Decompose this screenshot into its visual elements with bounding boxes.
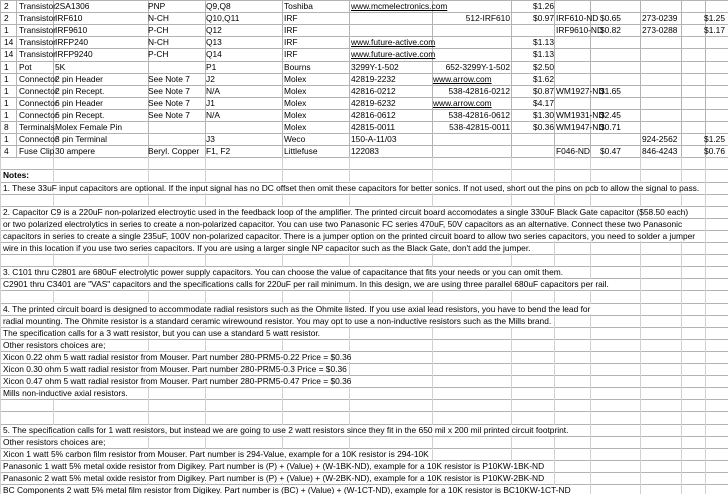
cell-qty: 4 <box>4 146 9 157</box>
cell-ref: Q14 <box>206 49 222 60</box>
note-line: or two polarized electrolytics in series to create a non-polarized capacitor. You can use two Panasonic FC series 470uF, 50V capacitors as an alternative. Connect these two Panasonic <box>3 218 683 229</box>
cell-ref: Q13 <box>206 37 222 48</box>
cell-type: Connector <box>19 85 58 96</box>
cell-type: Connector <box>19 109 58 120</box>
cell-ref: J2 <box>206 73 215 84</box>
note-line: Panasonic 1 watt 5% metal oxide resistor from Digikey. Part number is (P) + (Value) + (W-1BK-ND), example for a 10K resistor is P10KW-1BK-ND <box>3 460 545 471</box>
table-row <box>0 13 728 25</box>
cell-type: Connector <box>19 73 58 84</box>
cell-price-1: $0.97 <box>533 13 554 24</box>
grid-row-line <box>0 339 728 340</box>
cell-price-3: $1.25 <box>704 13 725 24</box>
table-row <box>0 25 728 37</box>
cell-part: 30 ampere <box>55 146 96 157</box>
note-line: radial mounting. The Ohmite resistor is a standard ceramic wirewound resistor. You may opt to use a non-inductive resistors such as the Mills brand. <box>3 315 552 326</box>
note-line: 1. These 33uF input capacitors are optional. If the input signal has no DC offset then omit these capacitors for better sonics. If not used, short out the pins on pcb to allow the signal to pass. <box>3 182 700 193</box>
table-row <box>0 74 728 86</box>
cell-qty: 2 <box>4 13 9 24</box>
grid-col-line <box>0 157 1 494</box>
cell-spec: See Note 7 <box>148 73 190 84</box>
cell-vendor: www.future-active.com <box>351 37 436 48</box>
cell-part-number-2: 846-4243 <box>642 146 678 157</box>
cell-qty: 14 <box>4 37 14 48</box>
table-row <box>0 134 728 146</box>
cell-part: 2 pin Header <box>55 73 103 84</box>
cell-part: 2SA1306 <box>55 1 90 11</box>
note-line: BC Components 2 watt 5% metal film resistor from Digikey. Part number is (BC) + (Value) + (W-1CT-ND), example for a 10K resistor is BC10KW-1CT-ND <box>3 485 571 494</box>
cell-type: Connector <box>19 97 58 108</box>
table-row <box>0 146 728 158</box>
cell-price-3: $0.76 <box>704 146 725 157</box>
cell-digikey-pn: WM1927-ND <box>556 85 605 96</box>
cell-type: Transistor <box>19 13 56 24</box>
cell-ref: Q12 <box>206 25 222 36</box>
note-line: The specification calls for a 3 watt resistor, but you can use a standard 5 watt resistor. <box>3 327 321 338</box>
note-line: 4. The printed circuit board is designed to accommodate radial resistors such as the Ohmite listed. If you use axial lead resistors, you have to bend the lead for <box>3 303 591 314</box>
cell-part-number-2: 273-0288 <box>642 25 678 36</box>
grid-row-line <box>0 254 728 255</box>
cell-price-1: $1.13 <box>533 37 554 48</box>
cell-digikey-pn: WM1931-ND <box>556 109 605 120</box>
cell-vendor: www.future-active.com <box>351 49 436 60</box>
cell-price-2: $0.47 <box>600 146 621 157</box>
cell-spec: Beryl. Copper <box>148 146 200 157</box>
cell-part-number-2: 273-0239 <box>642 13 678 24</box>
cell-price-1: $0.87 <box>533 85 554 96</box>
grid-row-line <box>0 169 728 170</box>
cell-price-3: $1.17 <box>704 25 725 36</box>
note-line: Xicon 0.47 ohm 5 watt radial resistor from Mouser. Part number 280-PRM5-0.47 Price = $0.36 <box>3 376 352 387</box>
cell-price-1: $2.50 <box>533 61 554 72</box>
note-line: Xicon 0.22 ohm 5 watt radial resistor from Mouser. Part number 280-PRM5-0.22 Price = $0.36 <box>3 351 352 362</box>
cell-price-1: $1.13 <box>533 49 554 60</box>
note-line: Panasonic 2 watt 5% metal oxide resistor from Digikey. Part number is (P) + (Value) + (W-2BK-ND), example for a 10K resistor is P10KW-2BK-ND <box>3 472 545 483</box>
cell-qty: 1 <box>4 109 9 120</box>
table-row <box>0 86 728 98</box>
cell-spec: N-CH <box>148 13 169 24</box>
cell-type: Transistor <box>19 1 56 11</box>
cell-digikey-pn: IRF9610-ND <box>556 25 604 36</box>
cell-spec: N-CH <box>148 37 169 48</box>
cell-part: 2 pin Recept. <box>55 85 105 96</box>
notes-title: Notes: <box>3 170 30 181</box>
cell-part-number: 538-42816-0612 <box>448 109 510 120</box>
cell-manufacturer: Toshiba <box>284 1 313 11</box>
cell-part-number: 538-42816-0212 <box>448 85 510 96</box>
cell-part: IRF610 <box>55 13 83 24</box>
cell-part-number: 652-3299Y-1-502 <box>445 61 510 72</box>
cell-part-number: 538-42815-0011 <box>449 122 510 132</box>
cell-manufacturer: IRF <box>284 13 298 24</box>
cell-manufacturer: Molex <box>284 109 307 120</box>
cell-manufacturer: Molex <box>284 73 307 84</box>
cell-manufacturer: Weco <box>284 134 306 145</box>
cell-part-number: www.arrow.com <box>433 97 492 108</box>
note-line: 5. The specification calls for 1 watt resistors, but instead we are going to use 2 watt resistors since they fit in the 650 mil x 200 mil printed circuit footprint. <box>3 424 569 435</box>
cell-ref: Q9,Q8 <box>206 1 231 11</box>
cell-ref: J3 <box>206 134 215 145</box>
cell-type: Connector <box>19 134 58 145</box>
cell-manufacturer: IRF <box>284 49 298 60</box>
cell-price-2: $0.82 <box>600 25 621 36</box>
cell-vendor: 3299Y-1-502 <box>351 61 399 72</box>
note-line: Xicon 0.30 ohm 5 watt radial resistor from Mouser. Part number 280-PRM5-0.3 Price = $0.36 <box>3 364 347 374</box>
note-line: 2. Capacitor C9 is a 220uF non-polarized electroytic used in the feedback loop of the amplifier. The printed circuit board accomodates a single 330uF Black Gate capacitor ($58.50 each) <box>3 206 689 217</box>
cell-manufacturer: Molex <box>284 97 307 108</box>
cell-vendor: 150-A-11/03 <box>351 134 397 145</box>
note-line: Xicon 1 watt 5% carbon film resistor from Mouser. Part number is 294-Value, example for a 10K resistor is 294-10K <box>3 448 429 459</box>
cell-qty: 14 <box>4 49 14 60</box>
table-row <box>0 37 728 49</box>
cell-manufacturer: IRF <box>284 37 298 48</box>
cell-price-3: $1.25 <box>704 134 725 145</box>
cell-qty: 1 <box>4 25 9 36</box>
grid-row-line <box>0 194 728 195</box>
cell-vendor: 42816-0212 <box>351 85 396 96</box>
cell-spec: See Note 7 <box>148 85 190 96</box>
cell-vendor: 42819-6232 <box>351 97 396 108</box>
cell-part: Molex Female Pin <box>55 122 123 132</box>
cell-price-2: $0.65 <box>600 13 621 24</box>
cell-type: Pot <box>19 61 32 72</box>
cell-spec: See Note 7 <box>148 109 190 120</box>
cell-ref: F1, F2 <box>206 146 231 157</box>
cell-digikey-pn: F046-ND <box>556 146 590 157</box>
grid-row-line <box>0 436 728 437</box>
cell-manufacturer: Molex <box>284 85 307 96</box>
cell-qty: 8 <box>4 122 9 132</box>
cell-price-2: $1.65 <box>600 85 621 96</box>
cell-price-1: $1.30 <box>533 109 554 120</box>
cell-part: 6 pin Recept. <box>55 109 105 120</box>
cell-type: Transistor <box>19 49 56 60</box>
note-line: 3. C101 thru C2801 are 680uF electrolytic power supply capacitors. You can choose the value of capacitance that fits your needs or you can omit them. <box>3 267 564 278</box>
cell-price-1: $1.62 <box>533 73 554 84</box>
cell-manufacturer: Bourns <box>284 61 311 72</box>
grid-row-line <box>0 290 728 291</box>
note-line: wire in this location if you use two series capacitors. If you are using a larger single NP capacitor such as the Black Gate, don't add the jumper. <box>3 243 531 253</box>
grid-row-line <box>0 399 728 400</box>
note-line: C2901 thru C3401 are "VAS" capacitors and the specifications calls for 220uF per rail minimum. In this design, we are using three parallel 680uF capacitors per rail. <box>3 279 609 290</box>
cell-vendor: 42819-2232 <box>351 73 396 84</box>
cell-spec: P-CH <box>148 25 169 36</box>
cell-part: 6 pin Header <box>55 97 103 108</box>
table-row <box>0 62 728 74</box>
cell-qty: 1 <box>4 61 9 72</box>
cell-price-2: $0.71 <box>600 122 621 132</box>
cell-type: Transistor <box>19 37 56 48</box>
table-row <box>0 122 728 134</box>
cell-ref: N/A <box>206 109 220 120</box>
cell-qty: 1 <box>4 97 9 108</box>
cell-type: Transistor <box>19 25 56 36</box>
cell-vendor: 42815-0011 <box>351 122 396 132</box>
cell-part: IRFP240 <box>55 37 89 48</box>
note-line: Other resistors choices are; <box>3 339 106 350</box>
cell-type: Fuse Clip <box>19 146 55 157</box>
cell-qty: 1 <box>4 134 9 145</box>
cell-manufacturer: Molex <box>284 122 307 132</box>
cell-part: 5K <box>55 61 66 72</box>
cell-qty: 1 <box>4 73 9 84</box>
table-row <box>0 1 728 13</box>
cell-qty: 1 <box>4 85 9 96</box>
cell-spec: P-CH <box>148 49 169 60</box>
cell-vendor: 122083 <box>351 146 379 157</box>
cell-type: Terminals <box>19 122 55 132</box>
grid-row-line <box>0 411 728 412</box>
cell-price-1: $4.17 <box>533 97 554 108</box>
cell-manufacturer: IRF <box>284 25 298 36</box>
note-line: Mills non-inductive axial resistors. <box>3 388 128 399</box>
cell-part-number: 512-IRF610 <box>465 13 510 24</box>
grid-col-line <box>705 157 706 494</box>
cell-qty: 2 <box>4 1 9 11</box>
cell-spec: See Note 7 <box>148 97 190 108</box>
cell-spec: PNP <box>148 1 166 11</box>
cell-ref: Q10,Q11 <box>206 13 240 24</box>
cell-vendor: www.mcmelectronics.com <box>351 1 448 11</box>
cell-ref: J1 <box>206 97 215 108</box>
cell-ref: N/A <box>206 85 220 96</box>
cell-part-number-2: 924-2562 <box>642 134 678 145</box>
table-row <box>0 49 728 61</box>
cell-price-1: $0.36 <box>533 122 554 132</box>
note-line: capacitors in series to create a single 235uF, 100V non-polarized capacitor. There is a jumper option on the printed circuit board to allow two series capacitors, you need to solder a jumper <box>3 230 696 241</box>
cell-digikey-pn: WM1947-ND <box>556 122 605 132</box>
table-row <box>0 98 728 110</box>
cell-ref: P1 <box>206 61 217 72</box>
note-line: Other resistors choices are; <box>3 436 106 447</box>
cell-price-1: $1.26 <box>533 1 554 11</box>
cell-price-2: $2.45 <box>600 109 621 120</box>
cell-vendor: 42816-0612 <box>351 109 396 120</box>
cell-part-number: www.arrow.com <box>433 73 492 84</box>
table-row <box>0 110 728 122</box>
cell-digikey-pn: IRF610-ND <box>556 13 599 24</box>
cell-part: 3 pin Terminal <box>55 134 107 145</box>
cell-part: IRFP9240 <box>55 49 93 60</box>
cell-part: IRF9610 <box>55 25 88 36</box>
cell-manufacturer: Littlefuse <box>284 146 318 157</box>
